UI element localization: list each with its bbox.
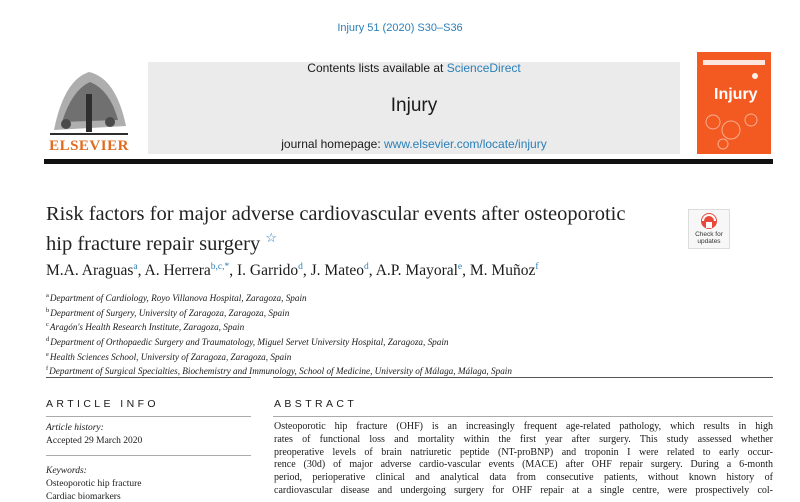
abstract-heading: ABSTRACT xyxy=(274,398,358,410)
author-affiliation-marker[interactable]: a xyxy=(133,262,138,272)
affiliation-list xyxy=(46,290,512,378)
author-separator: , xyxy=(368,262,376,280)
author-list xyxy=(46,262,539,280)
elsevier-wordmark: ELSEVIER xyxy=(49,138,129,154)
abstract-line: cardiovascular disease and undergoing surgery for OHF repair at a single centre, were prospectively col- xyxy=(274,484,773,496)
keyword-item: Cardiac biomarkers xyxy=(46,492,121,502)
affiliation-item xyxy=(46,349,512,364)
affiliation-text: Department of Surgical Specialties, Biochemistry and Immunology, School of Medicine, University of Málaga, Málaga, Spain xyxy=(49,366,512,377)
article-info-divider xyxy=(46,455,251,456)
check-updates-text xyxy=(688,231,730,245)
article-info-heading: ARTICLE INFO xyxy=(46,398,159,410)
affiliation-key: c xyxy=(46,321,49,329)
abstract-body xyxy=(274,421,773,498)
homepage-prefix: journal homepage: xyxy=(281,137,384,151)
sciencedirect-link[interactable]: ScienceDirect xyxy=(446,61,521,75)
author-name[interactable]: I. Garrido xyxy=(237,262,299,280)
affiliation-key: f xyxy=(46,365,49,373)
history-label: Article history: xyxy=(46,423,104,433)
affiliation-text: Health Sciences School, University of Zaragoza, Zaragoza, Spain xyxy=(49,351,292,362)
author-affiliation-marker[interactable]: b,c,* xyxy=(210,262,230,272)
contents-line xyxy=(148,61,680,75)
author-separator: , xyxy=(302,262,311,280)
contents-prefix: Contents lists available at xyxy=(307,61,447,75)
article-info-heading-rule xyxy=(46,416,251,417)
journal-name: Injury xyxy=(390,95,438,116)
abstract-line: Osteoporotic hip fracture (OHF) is an increasingly frequent age-related pathology, which results in high xyxy=(274,421,773,432)
article-info-top-rule xyxy=(46,377,251,378)
author-affiliation-marker[interactable]: f xyxy=(535,262,539,272)
affiliation-item xyxy=(46,319,512,334)
author-name[interactable]: M.A. Araguas xyxy=(46,262,134,280)
affiliation-text: Aragón's Health Research Institute, Zaragoza, Spain xyxy=(49,322,245,333)
journal-homepage-link[interactable]: www.elsevier.com/locate/injury xyxy=(384,137,547,151)
author-separator: , xyxy=(229,262,238,280)
author-separator: , xyxy=(137,262,145,280)
abstract-line: rence (30d) of major adverse cardio-vascular events (MACE) after OHF repair surgery. During a 6-month xyxy=(274,459,773,471)
affiliation-text: Department of Cardiology, Royo Villanova Hospital, Zaragoza, Spain xyxy=(49,293,307,304)
author-name[interactable]: M. Muñoz xyxy=(469,262,536,280)
author-affiliation-marker[interactable]: e xyxy=(457,262,463,272)
homepage-line xyxy=(148,137,680,151)
cover-journal-name: Injury xyxy=(714,86,758,103)
history-value: Accepted 29 March 2020 xyxy=(46,436,143,446)
abstract-line: period, perioperative clinical and analytical data from consecutive patients, without known history of xyxy=(274,472,773,484)
article-title xyxy=(46,202,666,256)
header-rule xyxy=(44,159,773,164)
author-affiliation-marker[interactable]: d xyxy=(298,262,303,272)
author-separator: , xyxy=(462,262,470,280)
article-title-line2: hip fracture repair surgery xyxy=(46,232,261,255)
journal-citation[interactable]: Injury 51 (2020) S30–S36 xyxy=(337,22,463,34)
affiliation-key: b xyxy=(46,306,50,314)
check-updates-label-2: updates xyxy=(697,238,721,245)
affiliation-text: Department of Surgery, University of Zaragoza, Zaragoza, Spain xyxy=(50,307,290,318)
abstract-top-rule xyxy=(273,377,773,378)
author-name[interactable]: J. Mateo xyxy=(310,262,365,280)
affiliation-item xyxy=(46,290,512,305)
affiliation-key: a xyxy=(46,292,49,299)
check-updates-label-1: Check for xyxy=(695,231,723,238)
affiliation-text: Department of Orthopaedic Surgery and Traumatology, Miguel Servet University Hospital, Zaragoza, Spain xyxy=(50,337,449,348)
affiliation-key: d xyxy=(46,335,50,343)
abstract-line: preoperative levels of brain natriuretic peptide (NT-proBNP) and troponin I were related to early occur- xyxy=(274,446,773,458)
abstract-line: rates of functional loss and mortality within the first year after surgery. This study assessed whether xyxy=(274,433,773,445)
check-updates-icon xyxy=(689,210,729,232)
author-affiliation-marker[interactable]: d xyxy=(364,262,369,272)
affiliation-item xyxy=(46,363,512,378)
abstract-heading-rule xyxy=(273,416,773,417)
article-title-line1: Risk factors for major adverse cardiovascular events after osteoporotic xyxy=(46,203,626,225)
keywords-label: Keywords: xyxy=(46,466,87,476)
affiliation-item xyxy=(46,334,512,349)
keyword-item: Osteoporotic hip fracture xyxy=(46,479,142,489)
title-footnote-star[interactable]: ☆ xyxy=(265,230,277,245)
author-name[interactable]: A. Herrera xyxy=(144,262,211,280)
affiliation-key: e xyxy=(46,350,49,358)
author-name[interactable]: A.P. Mayoral xyxy=(375,262,458,280)
affiliation-item xyxy=(46,305,512,320)
